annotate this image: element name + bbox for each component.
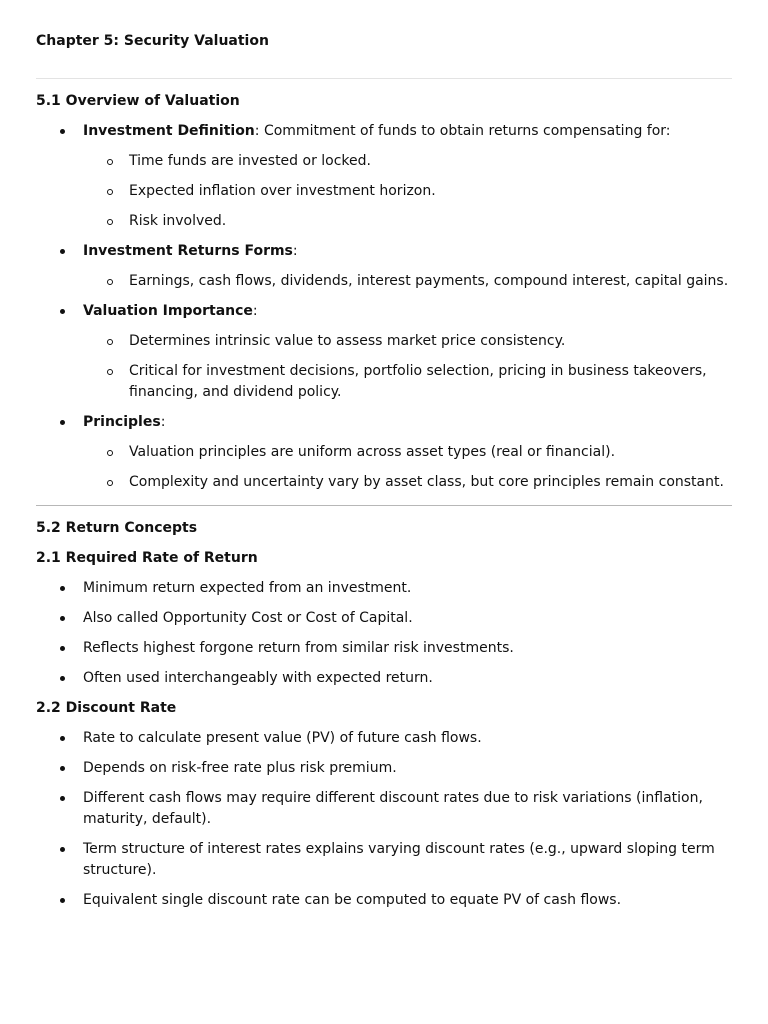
- bullet-list: [36, 728, 732, 911]
- list-item-text: : Commitment of funds to obtain returns compensating for:: [254, 123, 671, 139]
- subsection-heading: 2.2 Discount Rate: [36, 700, 177, 716]
- subsection-heading: 2.1 Required Rate of Return: [36, 550, 258, 566]
- section-divider: [36, 78, 732, 79]
- list-item: Often used interchangeably with expected return.: [36, 668, 732, 689]
- sub-bullet-list: [83, 331, 732, 403]
- list-item: [36, 121, 732, 232]
- sub-list-item: Expected inflation over investment horizon.: [83, 181, 732, 202]
- sub-bullet-list: [83, 442, 732, 493]
- sub-list-item: Valuation principles are uniform across asset types (real or financial).: [83, 442, 732, 463]
- list-item: Minimum return expected from an investment.: [36, 578, 732, 599]
- section-divider: [36, 505, 732, 506]
- list-item-text: :: [160, 414, 166, 430]
- list-item-term: Principles: [83, 414, 161, 430]
- list-item: [36, 412, 732, 493]
- section-heading: 5.1 Overview of Valuation: [36, 93, 240, 109]
- list-item: Reflects highest forgone return from similar risk investments.: [36, 638, 732, 659]
- sub-list-item: Complexity and uncertainty vary by asset class, but core principles remain constant.: [83, 472, 732, 493]
- section-return-concepts: [36, 518, 732, 911]
- list-item: Rate to calculate present value (PV) of future cash flows.: [36, 728, 732, 749]
- bullet-list: [36, 121, 732, 493]
- list-item: [36, 241, 732, 292]
- sub-list-item: Earnings, cash flows, dividends, interest payments, compound interest, capital gains.: [83, 271, 732, 292]
- list-item-text: :: [292, 243, 298, 259]
- list-item: Equivalent single discount rate can be computed to equate PV of cash flows.: [36, 890, 732, 911]
- sub-list-item: Determines intrinsic value to assess market price consistency.: [83, 331, 732, 352]
- sub-list-item: Risk involved.: [83, 211, 732, 232]
- list-item: Different cash flows may require different discount rates due to risk variations (inflation, maturity, default).: [36, 788, 732, 830]
- list-item-term: Investment Definition: [83, 123, 255, 139]
- sub-list-item: Time funds are invested or locked.: [83, 151, 732, 172]
- bullet-list: [36, 578, 732, 689]
- chapter-title: Chapter 5: Security Valuation: [36, 33, 269, 49]
- list-item-term: Valuation Importance: [83, 303, 253, 319]
- list-item: [36, 301, 732, 403]
- list-item-term: Investment Returns Forms: [83, 243, 293, 259]
- list-item: Term structure of interest rates explains varying discount rates (e.g., upward sloping term structure).: [36, 839, 732, 881]
- list-item: Depends on risk-free rate plus risk premium.: [36, 758, 732, 779]
- sub-list-item: Critical for investment decisions, portfolio selection, pricing in business takeovers, financing, and dividend policy.: [83, 361, 732, 403]
- sub-bullet-list: [83, 271, 732, 292]
- sub-bullet-list: [83, 151, 732, 232]
- section-overview-of-valuation: [36, 91, 732, 493]
- section-heading: 5.2 Return Concepts: [36, 520, 198, 536]
- list-item: Also called Opportunity Cost or Cost of Capital.: [36, 608, 732, 629]
- list-item-text: :: [252, 303, 258, 319]
